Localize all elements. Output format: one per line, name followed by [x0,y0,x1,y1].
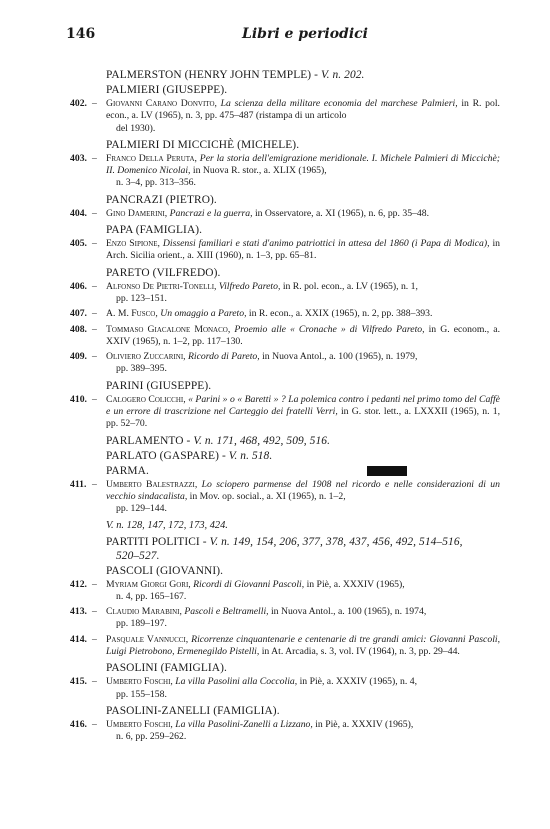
heading-text: PARETO (VILFREDO). [106,266,221,279]
bibliography-entry [70,351,500,376]
entry-author: Oliviero Zuccarini, [106,351,186,363]
entry-body [106,394,500,431]
entry-title: La villa Pasolini alla Coccolia, [172,676,298,688]
bibliography-entry [70,676,500,701]
entry-source: in R. pol. econ., a. LV (1965), n. 1, [280,280,418,292]
heading-text: PASOLINI-ZANELLI (FAMIGLIA). [106,704,280,717]
entry-number: 409. [70,351,87,363]
entry-number: 413. [70,606,87,618]
heading-text: PARTITI POLITICI - [106,535,207,548]
bibliography-entry [70,394,500,431]
entry-continuation: pp. 389–395. [116,363,167,375]
entry-body [106,324,500,349]
entry-source: in G. stor. lett., a. LXXXII (1965), n. 1, pp. 52–70. [106,406,501,430]
entry-author: Pasquale Vannucci, [106,633,189,645]
entry-author: Myriam Giorgi Gori, [106,578,191,590]
subject-heading [106,83,500,97]
cross-reference: V. n. 518. [225,449,273,462]
heading-text: PALMIERI DI MICCICHÈ (MICHELE). [106,138,300,151]
entry-author: Giovanni Carano Donvito, [106,98,217,109]
subject-heading [106,223,500,237]
bibliography-entry [70,479,500,516]
entry-title: Lo sciopero parmense del 1908 nel ricordo e nelle considerazioni di un vecchio sindacalista, [106,478,500,502]
entry-continuation: n. 4, pp. 165–167. [116,590,187,602]
entry-title: Pascoli e Beltramelli, [181,606,269,618]
subject-heading [106,138,500,152]
subject-heading [106,434,500,448]
bibliography-entry [70,238,500,263]
entry-body [106,208,500,220]
entry-source: in Piè, a. XXXIV (1965), [304,578,405,590]
subject-heading [106,449,500,463]
bibliography-entry [70,579,500,604]
entry-title: Vilfredo Pareto, [216,280,281,292]
entry-title: Ricordo di Pareto, [185,351,260,363]
heading-text: PALMERSTON (HENRY JOHN TEMPLE) - [106,69,319,81]
entry-source: in Nuova Antol., a. 100 (1965), n. 1974, [268,606,427,618]
entry-author: Umberto Balestrazzi, [106,478,198,490]
entry-author: Claudio Marabini, [106,606,182,618]
subject-heading [106,379,500,393]
entry-title: Ricorrenze cinquantenarie e centenarie di tre grandi amici: Giovanni Pascoli, Luigi Pietrobono, Ermenegildo Pistelli, [106,633,500,658]
entry-body [106,479,500,504]
entry-dash: – [92,718,97,730]
entry-number: 406. [70,280,87,292]
cross-reference: V. n. 149, 154, 206, 377, 378, 437, 456, 492, 514–516, [206,535,463,548]
subject-heading [106,535,500,563]
entry-dash: – [92,676,97,688]
entry-dash: – [92,323,97,335]
entry-source: in Osservatore, a. XI (1965), n. 6, pp. 35–48. [252,207,430,219]
entry-number: 415. [70,676,87,688]
heading-text: PASOLINI (FAMIGLIA). [106,662,227,675]
entry-source: in Nuova R. stor., a. XLIX (1965), [190,165,327,177]
entry-title: La villa Pasolini-Zanelli a Lizzano, [172,718,313,730]
bibliography-entry [70,281,500,306]
cross-reference: V. n. 171, 468, 492, 509, 516. [190,434,331,447]
entry-source: in Piè, a. XXXIV (1965), [312,718,414,730]
entry-dash: – [92,578,97,590]
entry-author: Franco Della Peruta, [106,152,197,164]
entry-dash: – [92,98,97,109]
entry-dash: – [92,478,97,490]
entry-number: 403. [70,152,87,164]
entry-number: 410. [70,393,87,405]
entry-number: 404. [70,207,87,219]
entry-number: 407. [70,308,87,320]
entry-number: 408. [70,323,87,335]
heading-text: PARMA. [106,464,149,477]
entry-author: Alfonso De Pietri-Tonelli, [106,280,217,292]
bibliography-entry [70,606,500,631]
entry-source: in Nuova Antol., a. 100 (1965), n. 1979, [259,351,418,363]
entry-title: La scienza della militare economia del marchese Palmieri, [216,98,458,109]
entry-number: 411. [70,478,87,490]
bibliography-list [70,68,500,747]
subject-heading [106,564,500,578]
entry-title: « Parini » o « Baretti » ? La polemica contro i pedanti nel primo tomo del Caffè e un errore di trascrizione nel Carteggio dei fratelli Verri, [106,393,500,418]
entry-continuation: pp. 189–197. [116,618,167,630]
page-header [66,26,486,48]
entry-continuation: pp. 155–158. [116,688,167,700]
entry-dash: – [92,207,97,219]
bibliography-entry [70,634,500,659]
entry-author: Gino Damerini, [106,207,168,219]
entry-source: in G. econom., a. XXIV (1965), n. 1–2, pp. 117–130. [106,323,500,347]
entry-continuation: n. 6, pp. 259–262. [116,731,187,743]
entry-body [106,308,500,320]
entry-continuation: pp. 123–151. [116,292,167,304]
subject-heading [106,193,500,207]
entry-title: Per la storia dell'emigrazione meridionale. I. Michele Palmieri di Miccichè; II. Domenico Nicolai, [106,152,500,177]
entry-continuation: del 1930). [116,122,156,134]
entry-body [106,634,500,659]
entry-title: Pancrazi e la guerra, [167,207,253,219]
heading-text: PASCOLI (GIOVANNI). [106,564,224,577]
subject-heading [106,704,500,718]
entry-author: A. M. Fusco, [106,308,158,320]
subject-heading [106,266,500,280]
entry-body [106,98,500,123]
heading-text: PARINI (GIUSEPPE). [106,379,212,392]
bibliography-entry [70,153,500,190]
entry-number: 412. [70,578,87,590]
bibliography-entry [70,208,500,220]
heading-text: PAPA (FAMIGLIA). [106,224,203,237]
entry-source: in R. econ., a. XXIX (1965), n. 2, pp. 388–393. [246,308,433,320]
entry-source: in Piè, a. XXXIV (1965), n. 4, [297,676,418,688]
entry-title: Ricordi di Giovanni Pascoli, [190,578,305,590]
entry-title: Proemio alle « Cronache » di Vilfredo Pareto, [230,323,425,335]
entry-dash: – [92,351,97,363]
entry-source: in At. Arcadia, s. 3, vol. IV (1964), n. 3, pp. 29–44. [259,646,460,658]
cross-reference: V. n. 202. [318,69,365,81]
running-title: Libri e periodici [242,26,368,42]
entry-body [106,579,500,591]
subject-heading [106,68,500,82]
bibliography-entry [70,324,500,349]
page-number: 146 [66,26,96,42]
entry-body [106,153,500,178]
bibliography-entry [70,98,500,135]
entry-body [106,281,500,293]
heading-text: PALMIERI (GIUSEPPE). [106,84,228,96]
entry-body [106,351,500,363]
redaction-mark [367,466,407,476]
entry-source: in Arch. Sicilia orient., a. XIII (1960), n. 1–3, pp. 65–81. [106,238,500,262]
heading-text: PARLATO (GASPARE) - [106,449,226,462]
entry-author: Calogero Colicchi, [106,393,186,405]
subject-heading [106,661,500,675]
entry-author: Tommaso Giacalone Monaco, [106,323,231,335]
entry-author: Enzo Sipione, [106,238,160,250]
cross-reference-line: V. n. 128, 147, 172, 173, 424. [106,519,228,531]
heading-text: PANCRAZI (PIETRO). [106,193,217,206]
cross-reference-cont: 520–527. [116,549,160,562]
entry-number: 416. [70,718,87,730]
entry-number: 414. [70,633,87,645]
subject-heading [106,464,500,478]
entry-title: Un omaggio a Pareto, [157,308,247,320]
bibliography-entry [70,308,500,320]
entry-dash: – [92,633,97,645]
bibliography-entry [70,719,500,744]
entry-title: Dissensi familiari e stati d'animo patriottici in attesa del 1860 (i Papa di Modica), [159,238,490,250]
heading-text: PARLAMENTO - [106,434,191,447]
entry-body [106,719,500,731]
entry-dash: – [92,308,97,320]
entry-author: Umberto Foschi, [106,676,173,688]
entry-body [106,606,500,618]
entry-dash: – [92,393,97,405]
entry-author: Umberto Foschi, [106,718,173,730]
entry-body [106,676,500,688]
entry-dash: – [92,280,97,292]
entry-body [106,238,500,263]
entry-number: 402. [70,98,87,109]
entry-source: in R. pol. econ., a. LV (1965), n. 3, pp. 475–487 (ristampa di un articolo [106,98,500,122]
entry-continuation: pp. 129–144. [116,503,167,515]
entry-dash: – [92,606,97,618]
entry-number: 405. [70,238,87,250]
entry-dash: – [92,152,97,164]
entry-continuation: n. 3–4, pp. 313–356. [116,177,196,189]
entry-dash: – [92,238,97,250]
entry-source: in Mov. op. social., a. XI (1965), n. 1–2, [187,490,346,502]
